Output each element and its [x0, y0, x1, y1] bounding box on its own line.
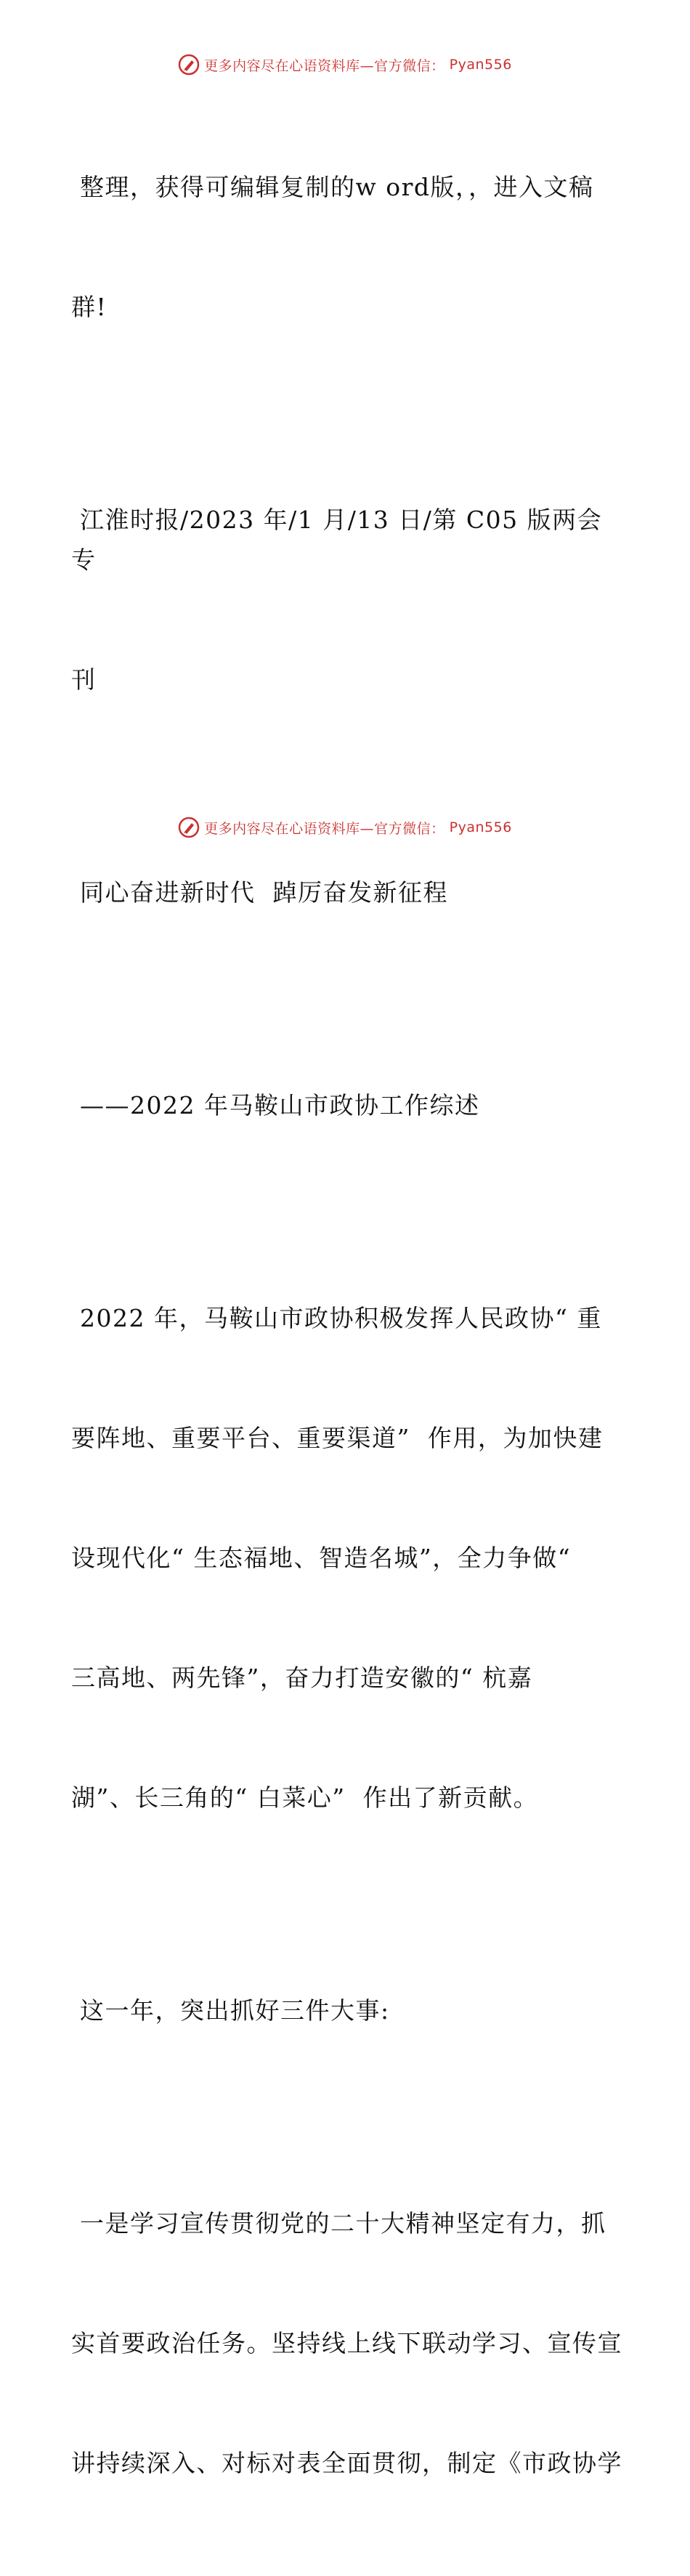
watermark-text: 更多内容尽在心语资料库—官方微信： [204, 820, 445, 837]
text-line: 江淮时报/2023 年/1 月/13 日/第 C05 版两会专 [71, 506, 603, 574]
text-line: 要阵地、重要平台、重要渠道” 作用，为加快建 [71, 1424, 604, 1452]
text-line: 2022 年，马鞍山市政协积极发挥人民政协“ 重 [71, 1304, 602, 1332]
article-subtitle [71, 1005, 623, 1205]
text-line: 实首要政治任务。坚持线上线下联动学习、宣传宣 [71, 2329, 622, 2357]
paragraph [71, 1911, 623, 2110]
watermark-footer [0, 817, 690, 838]
text-line: 湖”、长三角的“ 白菜心” 作出了新贡献。 [71, 1783, 539, 1812]
paragraph [71, 1218, 623, 1897]
text-line: 讲持续深入、对标对表全面贯彻，制定《市政协学 [71, 2449, 622, 2477]
paragraph [71, 420, 623, 779]
watermark-text: 更多内容尽在心语资料库—官方微信： [204, 57, 445, 74]
paragraph [71, 87, 623, 407]
text-line: 刊 [71, 665, 97, 694]
text-line: 整理，获得可编辑复制的w ord版，，进入文稿 [71, 173, 594, 201]
text-line: 这一年，突出抓好三件大事: [71, 1996, 390, 2025]
text-line: ——2022 年马鞍山市政协工作综述 [71, 1091, 480, 1119]
text-line: 同心奋进新时代 踔厉奋发新征程 [71, 878, 448, 907]
watermark-header [0, 54, 690, 76]
pen-logo-icon [178, 817, 200, 838]
text-line: 三高地、两先锋”，奋力打造安徽的“ 杭嘉 [71, 1664, 533, 1692]
paragraph [71, 2123, 623, 2563]
text-line: 设现代化“ 生态福地、智造名城”，全力争做“ [71, 1544, 572, 1572]
watermark-handle: Pyan556 [449, 57, 512, 73]
document-body [71, 87, 623, 2576]
pen-logo-icon [178, 54, 200, 76]
watermark-handle: Pyan556 [449, 819, 512, 835]
text-line: 一是学习宣传贯彻党的二十大精神坚定有力，抓 [71, 2209, 606, 2237]
text-line: 群! [71, 293, 107, 321]
